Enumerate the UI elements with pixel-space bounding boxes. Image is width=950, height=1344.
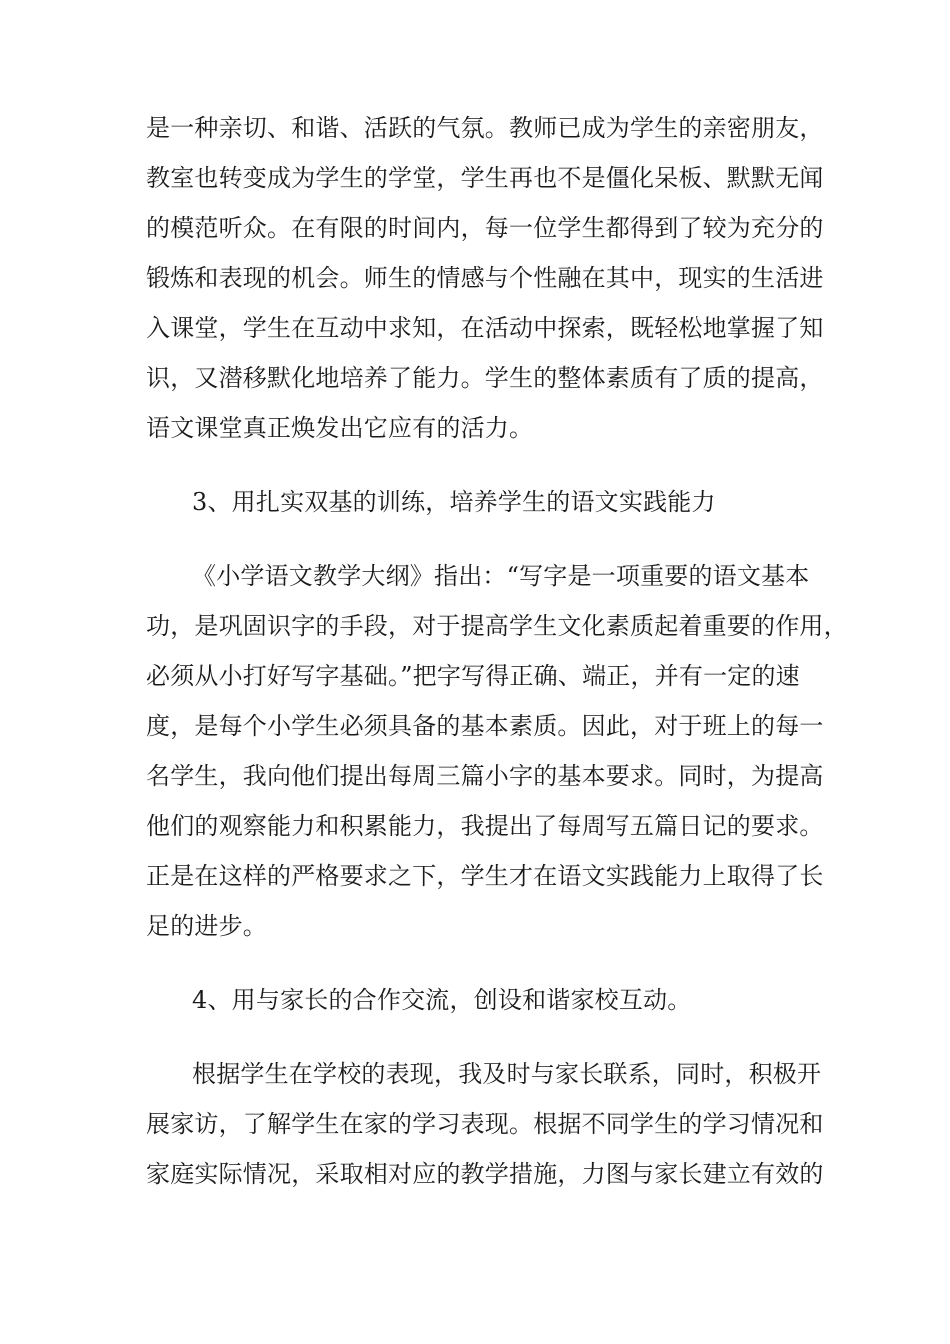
text-line: 是一种亲切、和谐、活跃的气氛。教师已成为学生的亲密朋友，: [146, 114, 824, 142]
text-line: 的模范听众。在有限的时间内，每一位学生都得到了较为充分的: [146, 214, 824, 242]
text-line: 教室也转变成为学生的学堂，学生再也不是僵化呆板、默默无闻: [146, 164, 824, 192]
text-line: 展家访，了解学生在家的学习表现。根据不同学生的学习情况和: [146, 1110, 824, 1138]
text-line: 语文课堂真正焕发出它应有的活力。: [146, 414, 534, 442]
text-line: 必须从小打好写字基础。”把字写得正确、端正，并有一定的速: [146, 662, 800, 690]
text-line: 名学生，我向他们提出每周三篇小字的基本要求。同时，为提高: [146, 762, 824, 790]
section-heading: 3、用扎实双基的训练，培养学生的语文实践能力: [192, 488, 716, 516]
text-line: 足的进步。: [146, 912, 267, 940]
section-heading: 4、用与家长的合作交流，创设和谐家校互动。: [192, 986, 692, 1014]
text-line: 识，又潜移默化地培养了能力。学生的整体素质有了质的提高，: [146, 364, 824, 392]
text-line: 家庭实际情况，采取相对应的教学措施，力图与家长建立有效的: [146, 1160, 824, 1188]
text-line: 正是在这样的严格要求之下，学生才在语文实践能力上取得了长: [146, 862, 824, 890]
text-line: 入课堂，学生在互动中求知，在活动中探索，既轻松地掌握了知: [146, 314, 824, 342]
text-line: 他们的观察能力和积累能力，我提出了每周写五篇日记的要求。: [146, 812, 824, 840]
text-line: 功，是巩固识字的手段，对于提高学生文化素质起着重要的作用，: [146, 612, 848, 640]
text-line: 度，是每个小学生必须具备的基本素质。因此，对于班上的每一: [146, 712, 824, 740]
text-line: 《小学语文教学大纲》指出：“写字是一项重要的语文基本: [192, 562, 810, 590]
text-line: 锻炼和表现的机会。师生的情感与个性融在其中，现实的生活进: [146, 264, 824, 292]
text-line: 根据学生在学校的表现，我及时与家长联系，同时，积极开: [192, 1060, 822, 1088]
